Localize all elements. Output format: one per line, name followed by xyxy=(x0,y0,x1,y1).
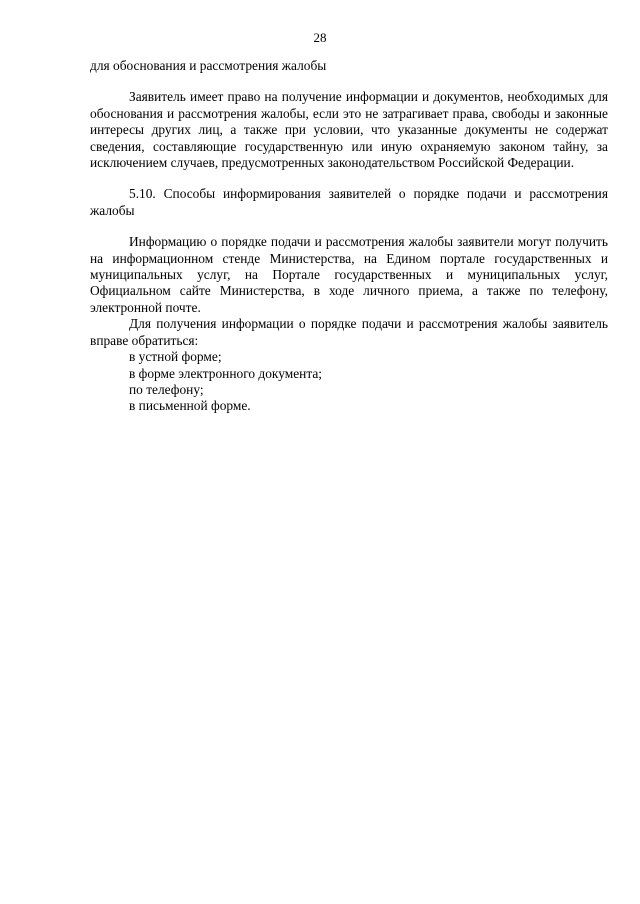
paragraph-applicant-rights: Заявитель имеет право на получение информации и документов, необходимых для обоснования и рассмотрения жалобы, если это не затрагивает права, свободы и законные интересы других лиц, а также при условии, что указанные документы не содержат сведения, составляющие государственную или иную охраняемую законом тайну, за исключением случаев, предусмотренных законодательством Российской Федерации. xyxy=(90,89,608,171)
paragraph-request-forms: Для получения информации о порядке подачи и рассмотрения жалобы заявитель вправе обратиться: xyxy=(90,316,608,348)
paragraph-continuation: для обоснования и рассмотрения жалобы xyxy=(90,58,327,73)
page-number: 28 xyxy=(313,30,327,45)
list-item-electronic: в форме электронного документа; xyxy=(129,365,322,381)
list-item-written: в письменной форме. xyxy=(129,398,251,414)
document-body xyxy=(90,58,608,415)
list-item-phone: по телефону; xyxy=(129,381,204,397)
section-heading-5-10: 5.10. Способы информирования заявителей о порядке подачи и рассмотрения жалобы xyxy=(90,186,608,218)
paragraph-information-sources: Информацию о порядке подачи и рассмотрения жалобы заявители могут получить на информационном стенде Министерства, на Едином портале государственных и муниципальных услуг, на Портале государственных и муниципальных услуг, Официальном сайте Министерства, в ходе личного приема, а также по телефону, электронной почте. xyxy=(90,234,608,315)
list-item-oral: в устной форме; xyxy=(129,349,222,365)
